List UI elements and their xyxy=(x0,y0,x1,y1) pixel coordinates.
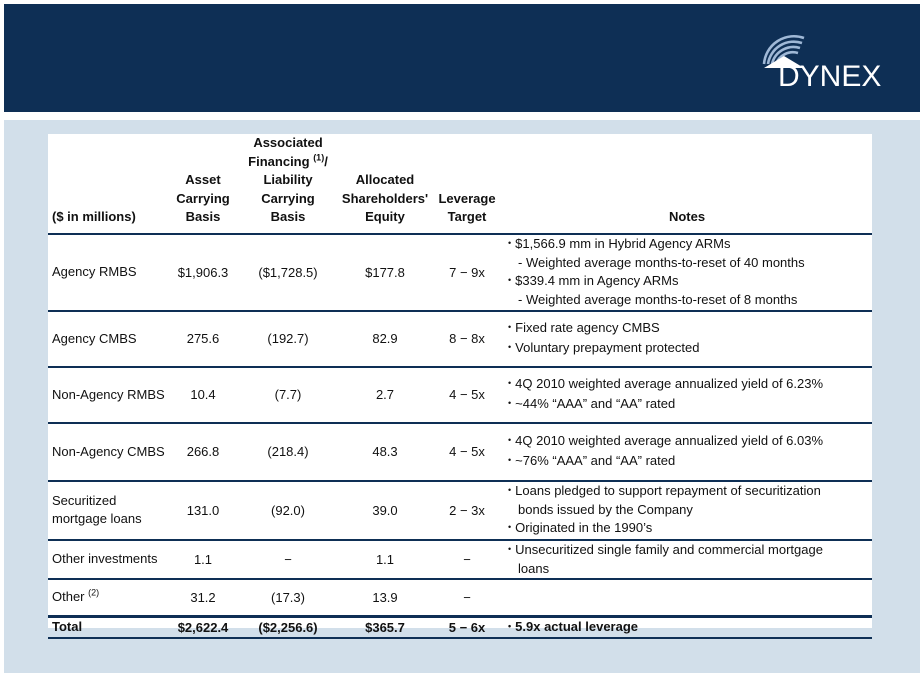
total-leverage: 5 − 6x xyxy=(432,616,502,638)
header-associated-financing: Associated Financing $^{(1)}$/ Liability Carrying Basis xyxy=(238,134,338,234)
note-line: • 4Q 2010 weighted average annualized yield of 6.03% xyxy=(508,432,872,451)
row-label: Other investments xyxy=(48,540,168,580)
notes-cell xyxy=(502,234,872,311)
leverage-value: 2 − 3x xyxy=(432,481,502,540)
dynex-logo xyxy=(760,34,890,94)
equity-value: 2.7 xyxy=(338,367,432,423)
note-line: • Unsecuritized single family and commercial mortgage xyxy=(508,541,872,560)
note-line: • $339.4 mm in Agency ARMs xyxy=(508,272,872,291)
total-note xyxy=(502,616,872,638)
leverage-value: − xyxy=(432,579,502,616)
note-line: • 4Q 2010 weighted average annualized yield of 6.23% xyxy=(508,375,872,394)
financing-value: (17.3) xyxy=(238,579,338,616)
total-financing: ($2,256.6) xyxy=(238,616,338,638)
note-line: loans xyxy=(518,560,550,576)
table-row xyxy=(48,367,872,423)
note-line: bonds issued by the Company xyxy=(518,501,693,517)
total-row xyxy=(48,616,872,638)
leverage-value: 4 − 5x xyxy=(432,367,502,423)
notes-cell xyxy=(502,423,872,481)
row-label: Agency CMBS xyxy=(48,311,168,367)
note-line: • Originated in the 1990’s xyxy=(508,519,872,538)
note-line: - Weighted average months-to-reset of 8 months xyxy=(518,292,798,308)
row-label: Agency RMBS xyxy=(48,234,168,311)
table-header-row xyxy=(48,134,872,234)
note-line: • ~76% “AAA” and “AA” rated xyxy=(508,452,872,471)
header-asset-carrying-basis: Asset Carrying Basis xyxy=(168,134,238,234)
leverage-value: 4 − 5x xyxy=(432,423,502,481)
header-in-millions: ($ in millions) xyxy=(48,134,168,234)
row-label: Other $^{(2)}$ xyxy=(48,579,168,616)
portfolio-table-panel xyxy=(48,134,872,635)
total-asset: $2,622.4 xyxy=(168,616,238,638)
header-allocated-equity: Allocated Shareholders' Equity xyxy=(338,134,432,234)
equity-value: 1.1 xyxy=(338,540,432,580)
asset-value: 275.6 xyxy=(168,311,238,367)
row-label: Securitized mortgage loans xyxy=(48,481,168,540)
header-leverage-target: Leverage Target xyxy=(432,134,502,234)
financing-value: (192.7) xyxy=(238,311,338,367)
leverage-value: 8 − 8x xyxy=(432,311,502,367)
note-line: • 5.9x actual leverage xyxy=(508,618,872,637)
table-row xyxy=(48,234,872,311)
notes-cell xyxy=(502,367,872,423)
notes-cell xyxy=(502,311,872,367)
note-line: • Fixed rate agency CMBS xyxy=(508,319,872,338)
asset-value: $1,906.3 xyxy=(168,234,238,311)
financing-value: (218.4) xyxy=(238,423,338,481)
asset-value: 1.1 xyxy=(168,540,238,580)
header-band xyxy=(4,4,920,112)
notes-cell xyxy=(502,579,872,616)
logo-wordmark: DYNEX xyxy=(778,60,882,93)
equity-value: 82.9 xyxy=(338,311,432,367)
equity-value: 13.9 xyxy=(338,579,432,616)
header-notes: Notes xyxy=(502,134,872,234)
asset-value: 266.8 xyxy=(168,423,238,481)
leverage-value: − xyxy=(432,540,502,580)
leverage-value: 7 − 9x xyxy=(432,234,502,311)
equity-value: $177.8 xyxy=(338,234,432,311)
notes-cell xyxy=(502,481,872,540)
equity-value: 48.3 xyxy=(338,423,432,481)
note-line: - Weighted average months-to-reset of 40 months xyxy=(518,254,805,270)
portfolio-table xyxy=(48,134,872,639)
table-row xyxy=(48,579,872,616)
financing-value: (92.0) xyxy=(238,481,338,540)
table-row xyxy=(48,540,872,580)
note-line: • $1,566.9 mm in Hybrid Agency ARMs xyxy=(508,235,872,254)
notes-cell xyxy=(502,540,872,580)
asset-value: 10.4 xyxy=(168,367,238,423)
table-row xyxy=(48,311,872,367)
footnote-2: (2) xyxy=(88,588,100,599)
financing-value: (7.7) xyxy=(238,367,338,423)
asset-value: 131.0 xyxy=(168,481,238,540)
row-label: Non-Agency CMBS xyxy=(48,423,168,481)
note-line: • Loans pledged to support repayment of securitization xyxy=(508,482,872,501)
row-label: Non-Agency RMBS xyxy=(48,367,168,423)
total-equity: $365.7 xyxy=(338,616,432,638)
financing-value: − xyxy=(238,540,338,580)
note-line: • Voluntary prepayment protected xyxy=(508,339,872,358)
table-row xyxy=(48,423,872,481)
asset-value: 31.2 xyxy=(168,579,238,616)
table-row xyxy=(48,481,872,540)
equity-value: 39.0 xyxy=(338,481,432,540)
financing-value: ($1,728.5) xyxy=(238,234,338,311)
footnote-1: (1) xyxy=(313,152,325,163)
total-label: Total xyxy=(48,616,168,638)
note-line: • ~44% “AAA” and “AA” rated xyxy=(508,395,872,414)
